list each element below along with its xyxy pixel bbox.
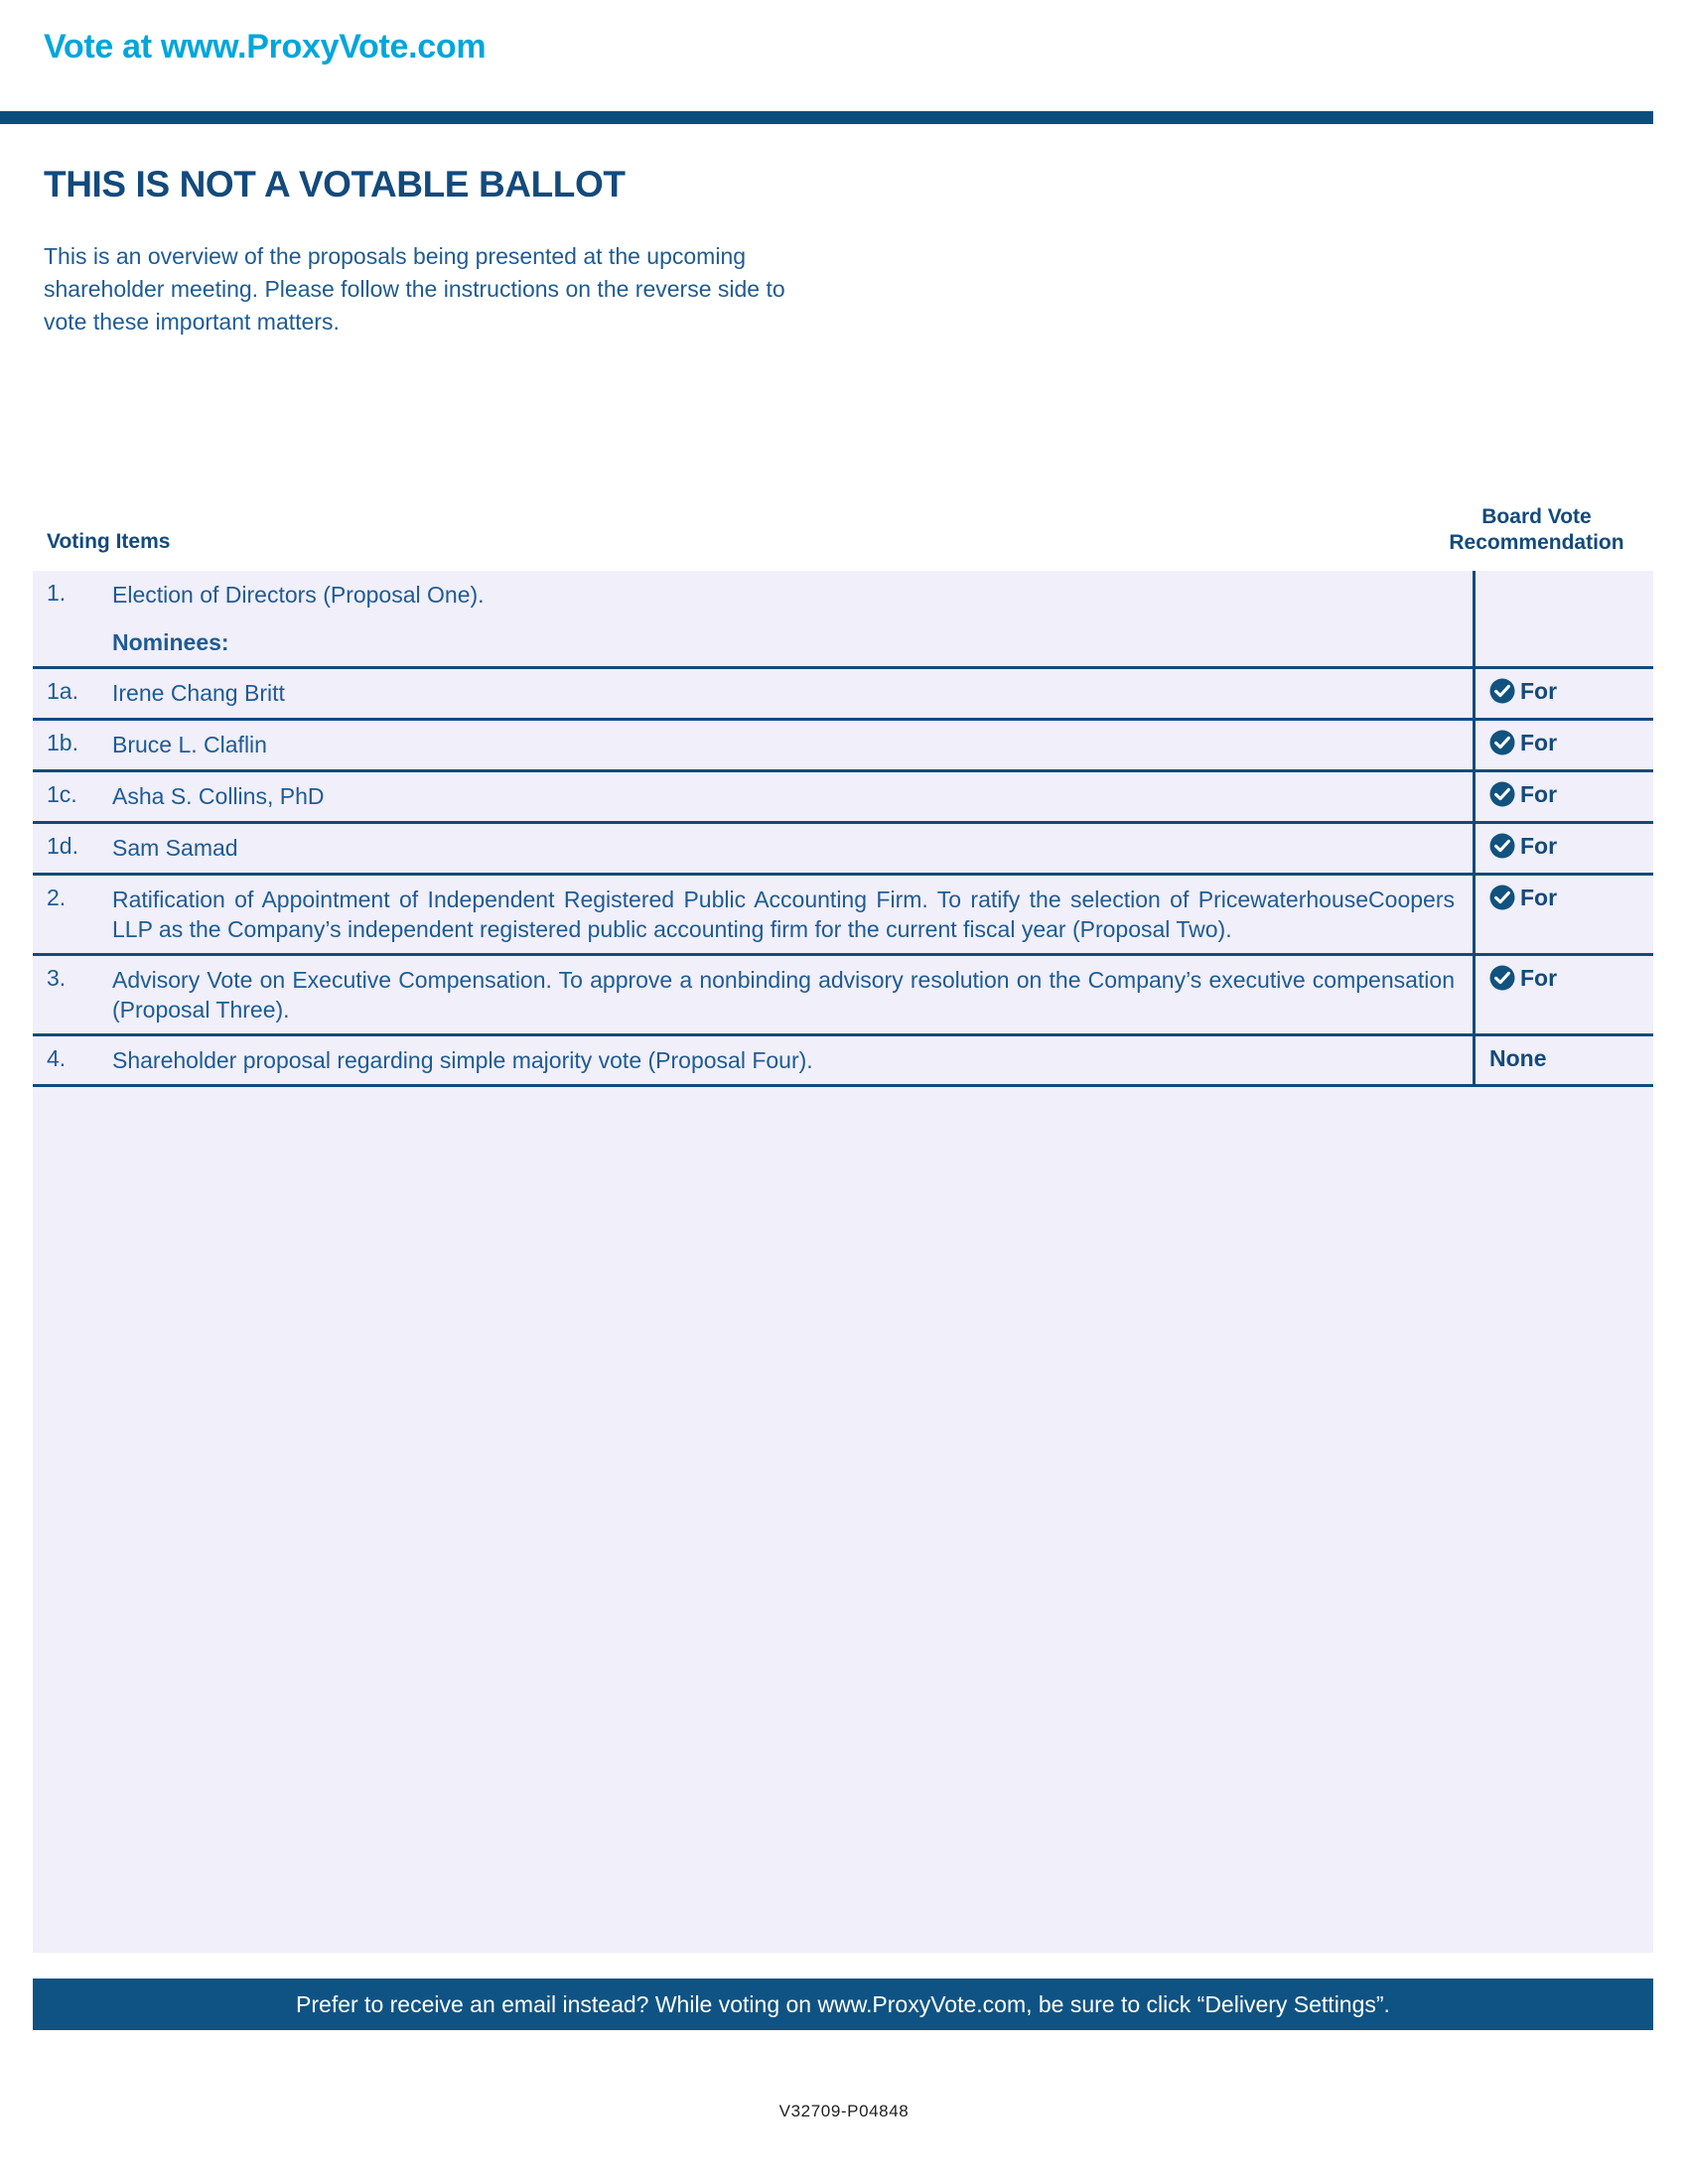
row-recommendation — [1475, 823, 1654, 875]
check-circle-icon — [1489, 833, 1515, 859]
document-code: V32709-P04848 — [778, 2102, 910, 2120]
recommendation-badge — [1489, 730, 1557, 755]
check-circle-icon — [1489, 678, 1515, 704]
recommendation-label: For — [1520, 781, 1558, 807]
recommendation-badge — [1489, 678, 1557, 704]
delivery-settings-banner: Prefer to receive an email instead? While voting on www.ProxyVote.com, be sure to click “Delivery Settings”. — [33, 1979, 1653, 2030]
page-title: THIS IS NOT A VOTABLE BALLOT — [44, 164, 626, 205]
row-text: Ratification of Appointment of Independent Registered Public Accounting Firm. To ratify the selection of PricewaterhouseCoopers LLP as the Company’s independent registered public accounting firm for the current fiscal year (Proposal Two). — [112, 875, 1475, 955]
table-row — [33, 668, 1653, 720]
row-number: 1a. — [33, 668, 112, 720]
row-recommendation — [1475, 955, 1654, 1035]
table-row — [33, 955, 1653, 1035]
check-circle-icon — [1489, 965, 1515, 991]
recommendation-label: None — [1489, 1045, 1547, 1071]
row-text: Election of Directors (Proposal One). — [112, 582, 485, 608]
table-row — [33, 875, 1653, 955]
recommendation-label: For — [1520, 730, 1558, 755]
row-number: 2. — [33, 875, 112, 955]
recommendation-label: For — [1520, 833, 1558, 859]
table-row — [33, 720, 1653, 771]
row-recommendation — [1475, 771, 1654, 823]
check-circle-icon — [1489, 781, 1515, 807]
row-recommendation — [1475, 571, 1654, 618]
row-number: 4. — [33, 1035, 112, 1086]
row-text: Sam Samad — [112, 823, 1475, 875]
recommendation-label: For — [1520, 678, 1558, 704]
row-number — [33, 618, 112, 668]
row-text: Irene Chang Britt — [112, 668, 1475, 720]
recommendation-badge — [1489, 781, 1557, 807]
voting-items-table — [33, 571, 1653, 1087]
table-row — [33, 823, 1653, 875]
check-circle-icon — [1489, 885, 1515, 910]
column-header-board-vote-recommendation — [1420, 504, 1653, 556]
table-row — [33, 771, 1653, 823]
row-text: Asha S. Collins, PhD — [112, 771, 1475, 823]
row-recommendation — [1475, 720, 1654, 771]
row-recommendation — [1475, 618, 1654, 668]
recommendation-label: For — [1520, 965, 1558, 991]
proxyvote-site-title: Vote at www.ProxyVote.com — [44, 28, 487, 66]
table-row — [33, 571, 1653, 618]
row-number: 1d. — [33, 823, 112, 875]
row-text: Bruce L. Claflin — [112, 720, 1475, 771]
row-recommendation — [1475, 875, 1654, 955]
row-text: Shareholder proposal regarding simple majority vote (Proposal Four). — [112, 1035, 1475, 1086]
table-row — [33, 1035, 1653, 1086]
row-number: 3. — [33, 955, 112, 1035]
recommendation-badge — [1489, 833, 1557, 859]
row-text: Advisory Vote on Executive Compensation. To approve a nonbinding advisory resolution on the Company’s executive compensation (Proposal Three). — [112, 955, 1475, 1035]
row-number: 1. — [47, 580, 67, 606]
check-circle-icon — [1489, 730, 1515, 755]
recommendation-badge — [1489, 965, 1557, 991]
row-number: 1c. — [33, 771, 112, 823]
recommendation-badge — [1489, 885, 1557, 910]
column-header-line1: Board Vote — [1481, 505, 1592, 528]
intro-paragraph: This is an overview of the proposals being presented at the upcoming shareholder meeting. Please follow the instructions on the reverse side to vote these important matters. — [44, 243, 785, 335]
row-number: 1b. — [33, 720, 112, 771]
nominees-label: Nominees: — [112, 629, 229, 655]
column-header-voting-items: Voting Items — [47, 530, 171, 553]
row-recommendation — [1475, 668, 1654, 720]
recommendation-label: For — [1520, 885, 1558, 910]
header-divider-rule — [0, 111, 1653, 124]
column-header-line2: Recommendation — [1449, 531, 1624, 554]
table-row — [33, 618, 1653, 668]
row-recommendation — [1475, 1035, 1654, 1086]
